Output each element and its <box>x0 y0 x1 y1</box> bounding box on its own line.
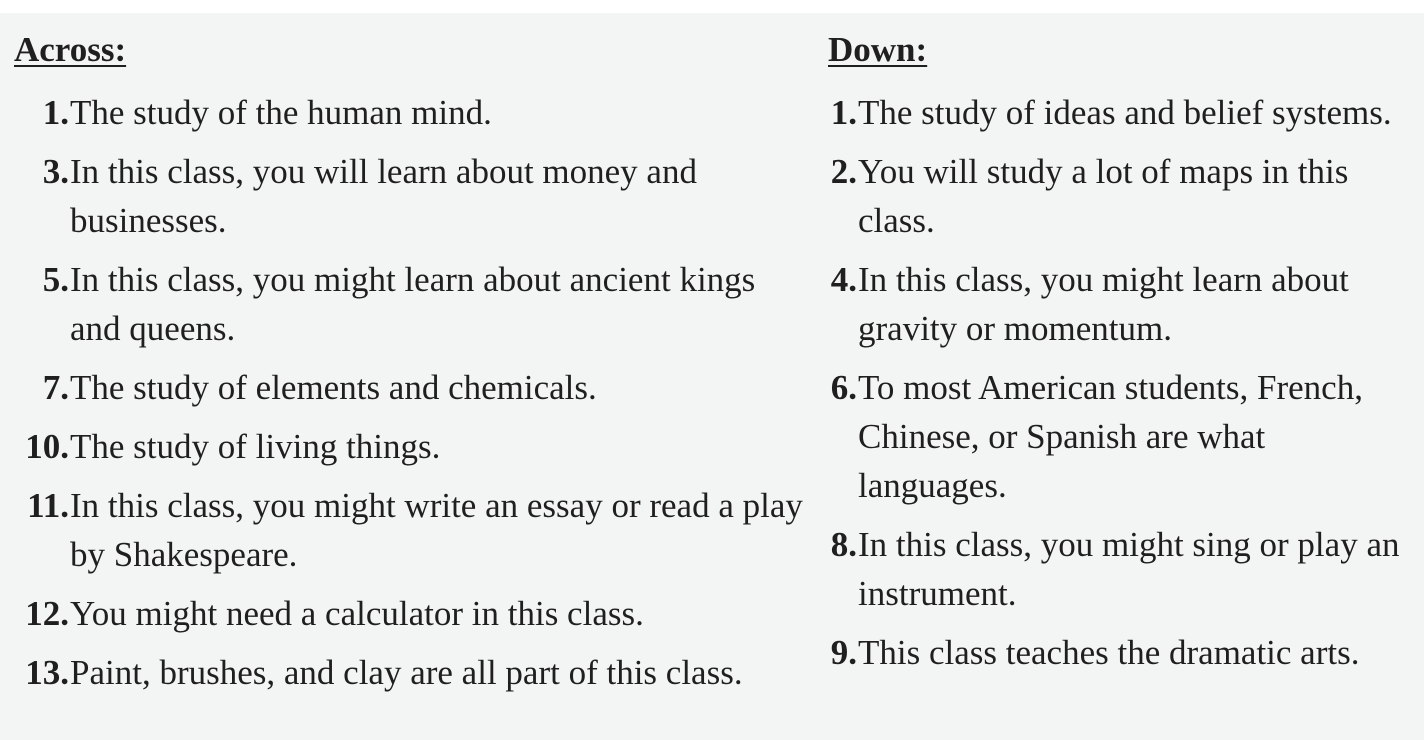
clue-number: 13. <box>25 653 69 692</box>
clue-number: 8. <box>830 525 857 564</box>
across-heading: Across: <box>14 30 127 69</box>
across-clue <box>14 88 814 137</box>
down-clue <box>828 147 1418 245</box>
clue-number: 7. <box>42 368 69 407</box>
clue-number: 6. <box>830 368 857 407</box>
clue-number: 9. <box>830 633 857 672</box>
clue-text: The study of elements and chemicals. <box>70 368 597 407</box>
clue-text: To most American students, French, Chinese, or Spanish are what languages. <box>858 368 1363 505</box>
across-clue <box>14 481 814 579</box>
clue-text: In this class, you will learn about money and businesses. <box>70 152 697 240</box>
clue-number: 12. <box>25 594 69 633</box>
clue-text: You might need a calculator in this class. <box>70 594 644 633</box>
across-clue-list <box>14 88 814 707</box>
down-heading: Down: <box>828 30 928 69</box>
down-clue <box>828 363 1418 510</box>
down-clue <box>828 88 1418 137</box>
across-clue <box>14 422 814 471</box>
clue-text: You will study a lot of maps in this class. <box>858 152 1349 240</box>
clue-number: 11. <box>27 486 69 525</box>
clue-number: 4. <box>830 260 857 299</box>
clue-number: 1. <box>830 93 857 132</box>
across-clue <box>14 147 814 245</box>
clue-text: The study of the human mind. <box>70 93 492 132</box>
down-clue <box>828 628 1418 677</box>
clue-text: In this class, you might sing or play an instrument. <box>858 525 1400 613</box>
clue-text: In this class, you might write an essay or read a play by Shakespeare. <box>70 486 803 574</box>
clue-number: 2. <box>830 152 857 191</box>
down-clue-list <box>828 88 1418 687</box>
across-clue <box>14 363 814 412</box>
down-clue <box>828 255 1418 353</box>
clue-text: In this class, you might learn about ancient kings and queens. <box>70 260 756 348</box>
clue-number: 3. <box>42 152 69 191</box>
clue-number: 1. <box>42 93 69 132</box>
clue-number: 5. <box>42 260 69 299</box>
clue-number: 10. <box>25 427 69 466</box>
across-clue <box>14 589 814 638</box>
clue-text: Paint, brushes, and clay are all part of this class. <box>70 653 743 692</box>
clue-text: In this class, you might learn about gravity or momentum. <box>858 260 1349 348</box>
clue-text: The study of living things. <box>70 427 441 466</box>
across-clue <box>14 255 814 353</box>
clues-panel <box>0 13 1424 740</box>
across-clue <box>14 648 814 697</box>
clue-text: The study of ideas and belief systems. <box>858 93 1392 132</box>
down-clue <box>828 520 1418 618</box>
clue-text: This class teaches the dramatic arts. <box>858 633 1360 672</box>
